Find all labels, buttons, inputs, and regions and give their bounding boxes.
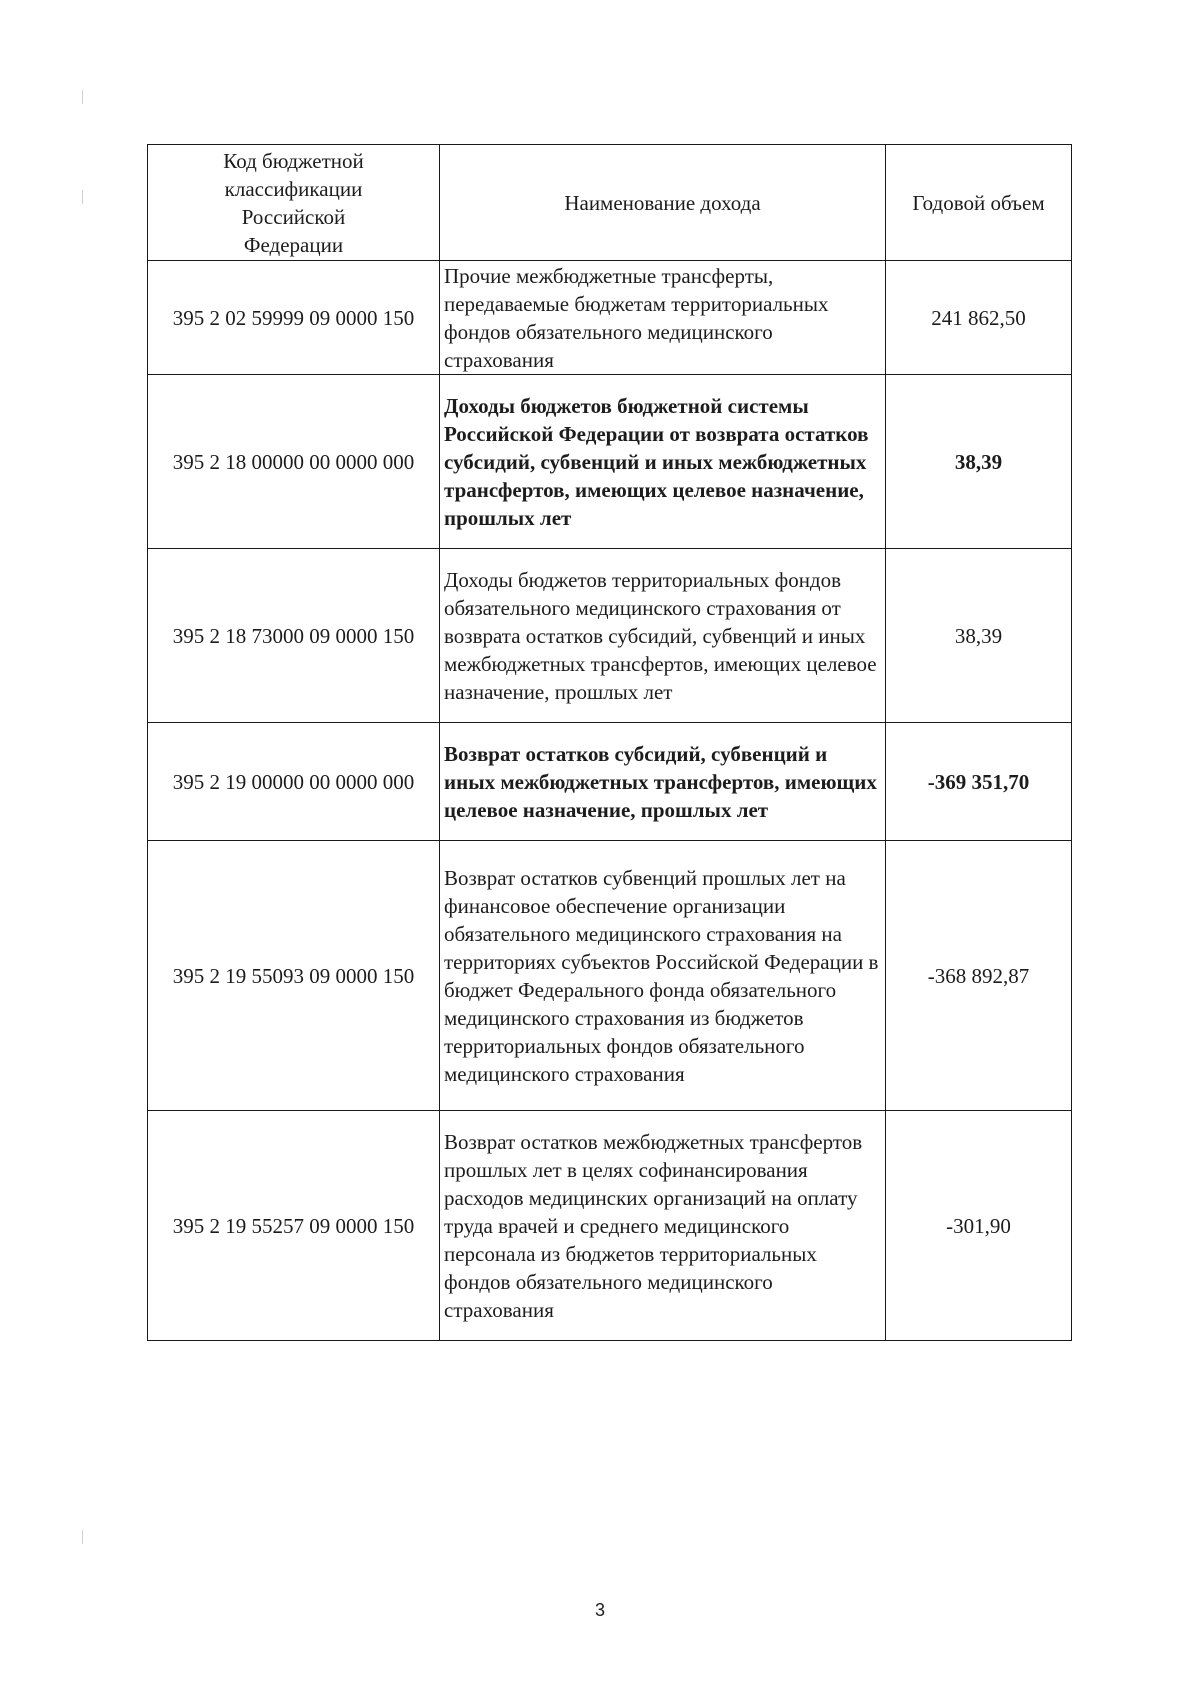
row-name: Доходы бюджетов бюджетной системы Российской Федерации от возврата остатков субсидий, субвенций и иных межбюджетных трансфертов, имеющих целевое назначение, прошлых лет <box>440 375 886 549</box>
row-volume: -369 351,70 <box>886 723 1072 841</box>
table-row <box>148 1111 1072 1341</box>
row-volume: 38,39 <box>886 375 1072 549</box>
row-code: 395 2 19 55093 09 0000 150 <box>148 841 440 1111</box>
row-name: Возврат остатков субвенций прошлых лет на финансовое обеспечение организации обязательного медицинского страхования на территориях субъектов Российской Федерации в бюджет Федерального фонда обязательного медицинского страхования из бюджетов территориальных фондов обязательного медицинского страхования <box>440 841 886 1111</box>
table-row <box>148 841 1072 1111</box>
row-code: 395 2 19 00000 00 0000 000 <box>148 723 440 841</box>
row-code: 395 2 18 73000 09 0000 150 <box>148 549 440 723</box>
header-volume: Годовой объем <box>886 145 1072 261</box>
scan-edge-mark <box>82 190 83 204</box>
table-header-row <box>148 145 1072 261</box>
table-row <box>148 261 1072 375</box>
table-row <box>148 375 1072 549</box>
header-name: Наименование дохода <box>440 145 886 261</box>
scan-edge-mark <box>82 1530 83 1544</box>
row-volume: -368 892,87 <box>886 841 1072 1111</box>
row-name: Прочие межбюджетные трансферты, передаваемые бюджетам территориальных фондов обязательного медицинского страхования <box>440 261 886 375</box>
table-row <box>148 723 1072 841</box>
row-name: Доходы бюджетов территориальных фондов обязательного медицинского страхования от возврата остатков субсидий, субвенций и иных межбюджетных трансфертов, имеющих целевое назначение, прошлых лет <box>440 549 886 723</box>
header-code: Код бюджетной классификации Российской Федерации <box>148 145 440 261</box>
row-volume: 38,39 <box>886 549 1072 723</box>
row-code: 395 2 18 00000 00 0000 000 <box>148 375 440 549</box>
row-name: Возврат остатков межбюджетных трансфертов прошлых лет в целях софинансирования расходов медицинских организаций на оплату труда врачей и среднего медицинского персонала из бюджетов территориальных фондов обязательного медицинского страхования <box>440 1111 886 1341</box>
row-code: 395 2 19 55257 09 0000 150 <box>148 1111 440 1341</box>
table-row <box>148 549 1072 723</box>
row-name: Возврат остатков субсидий, субвенций и иных межбюджетных трансфертов, имеющих целевое назначение, прошлых лет <box>440 723 886 841</box>
row-volume: 241 862,50 <box>886 261 1072 375</box>
row-code: 395 2 02 59999 09 0000 150 <box>148 261 440 375</box>
scan-edge-mark <box>82 90 83 104</box>
row-volume: -301,90 <box>886 1111 1072 1341</box>
page-number: 3 <box>594 1600 605 1620</box>
budget-revenue-table <box>147 144 1072 1341</box>
